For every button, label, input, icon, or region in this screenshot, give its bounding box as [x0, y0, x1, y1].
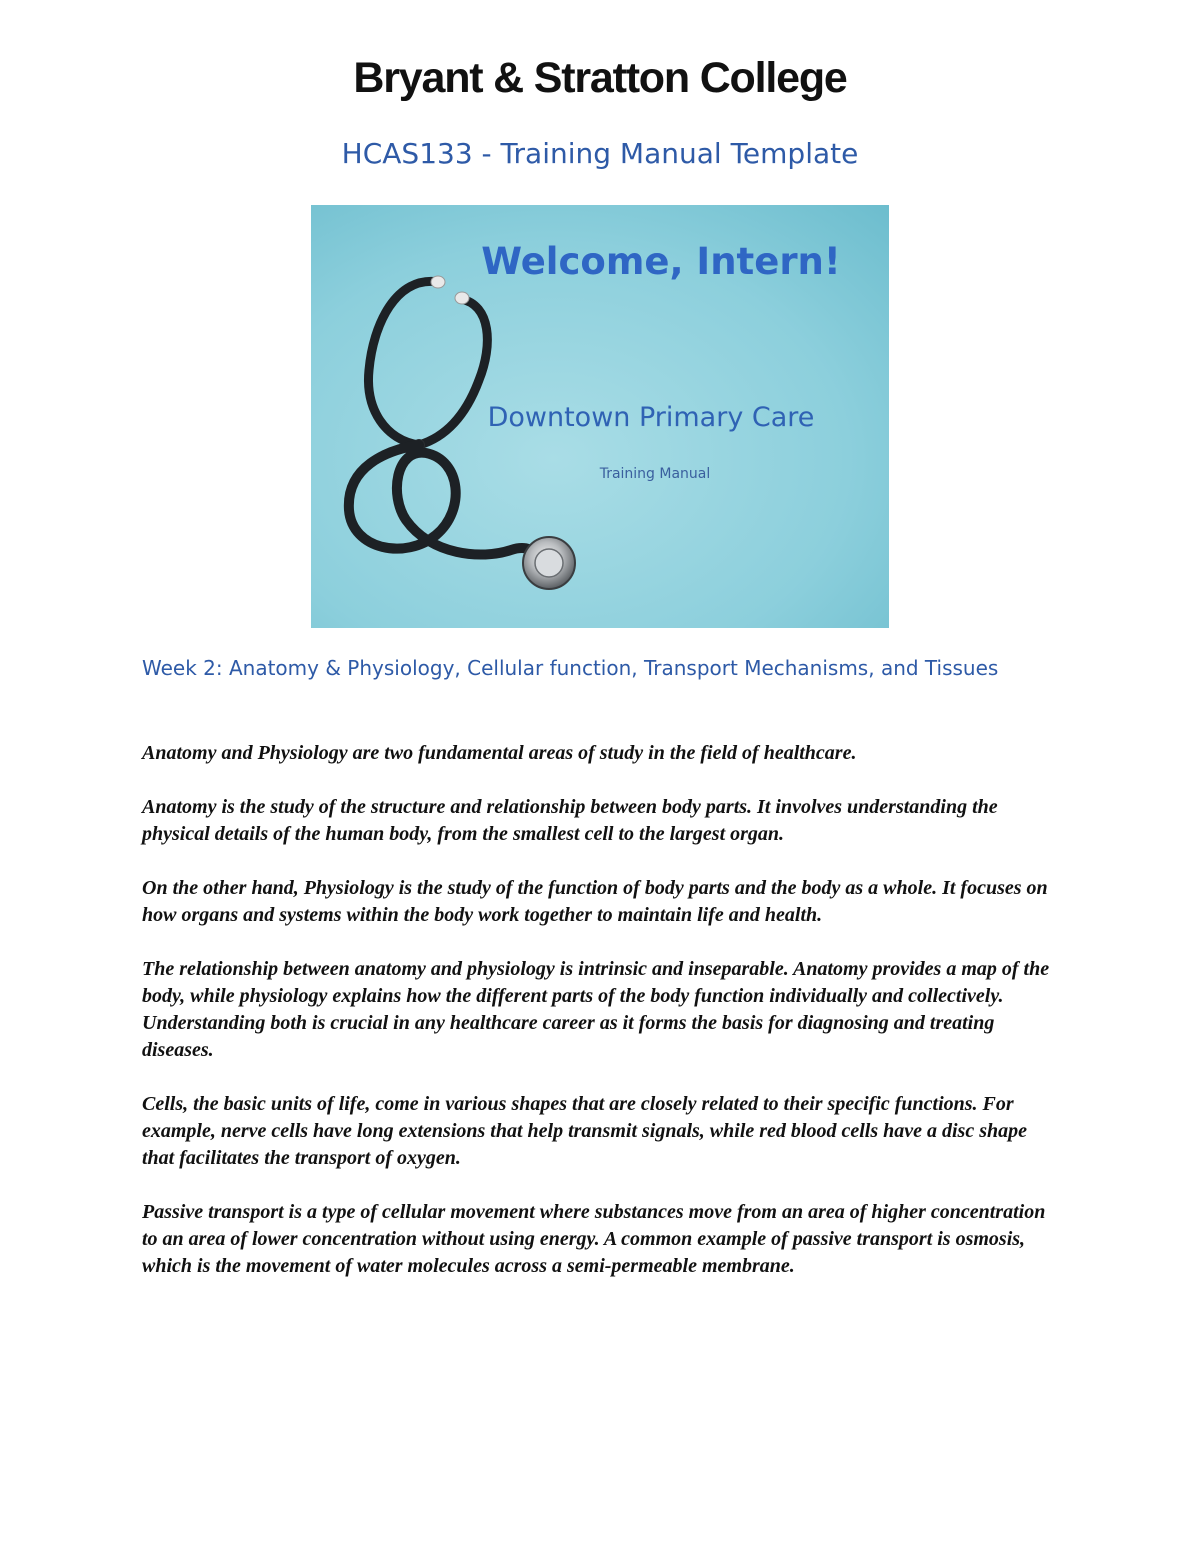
- paragraph: The relationship between anatomy and physiology is intrinsic and inseparable. Anatomy provides a map of the body, while physiology explains how the different parts of the body function individually and collectively. Understanding both is crucial in any healthcare career as it forms the basis for diagnosing and treating diseases.: [142, 958, 1050, 1061]
- chestpiece-diaphragm: [535, 549, 563, 577]
- section-body: [142, 740, 1057, 1307]
- welcome-banner-image: [311, 205, 889, 628]
- paragraph: On the other hand, Physiology is the study of the function of body parts and the body as a whole. It focuses on how organs and systems within the body work together to maintain life and health.: [142, 877, 1048, 926]
- banner-organization-name: Downtown Primary Care: [487, 402, 815, 433]
- banner-subtitle: Training Manual: [599, 466, 711, 482]
- paragraph: Cells, the basic units of life, come in various shapes that are closely related to their specific functions. For example, nerve cells have long extensions that help transmit signals, while red blood cells have a disc shape that facilitates the transport of oxygen.: [142, 1093, 1027, 1169]
- paragraph: Anatomy is the study of the structure and relationship between body parts. It involves understanding the physical details of the human body, from the smallest cell to the largest organ.: [142, 796, 998, 845]
- paragraph: Anatomy and Physiology are two fundamental areas of study in the field of healthcare.: [142, 742, 857, 764]
- college-logo: Bryant & Stratton College: [353, 54, 847, 102]
- right-ear-tip: [455, 292, 469, 304]
- banner-welcome-title: Welcome, Intern!: [481, 240, 841, 283]
- paragraph: Passive transport is a type of cellular movement where substances move from an area of higher concentration to an area of lower concentration without using energy. A common example of passive transport is osmosis, which is the movement of water molecules across a semi-permeable membrane.: [142, 1201, 1046, 1277]
- week-section-heading: Week 2: Anatomy & Physiology, Cellular function, Transport Mechanisms, and Tissues: [142, 656, 999, 680]
- document-title: HCAS133 - Training Manual Template: [341, 137, 859, 170]
- left-ear-tip: [431, 276, 445, 288]
